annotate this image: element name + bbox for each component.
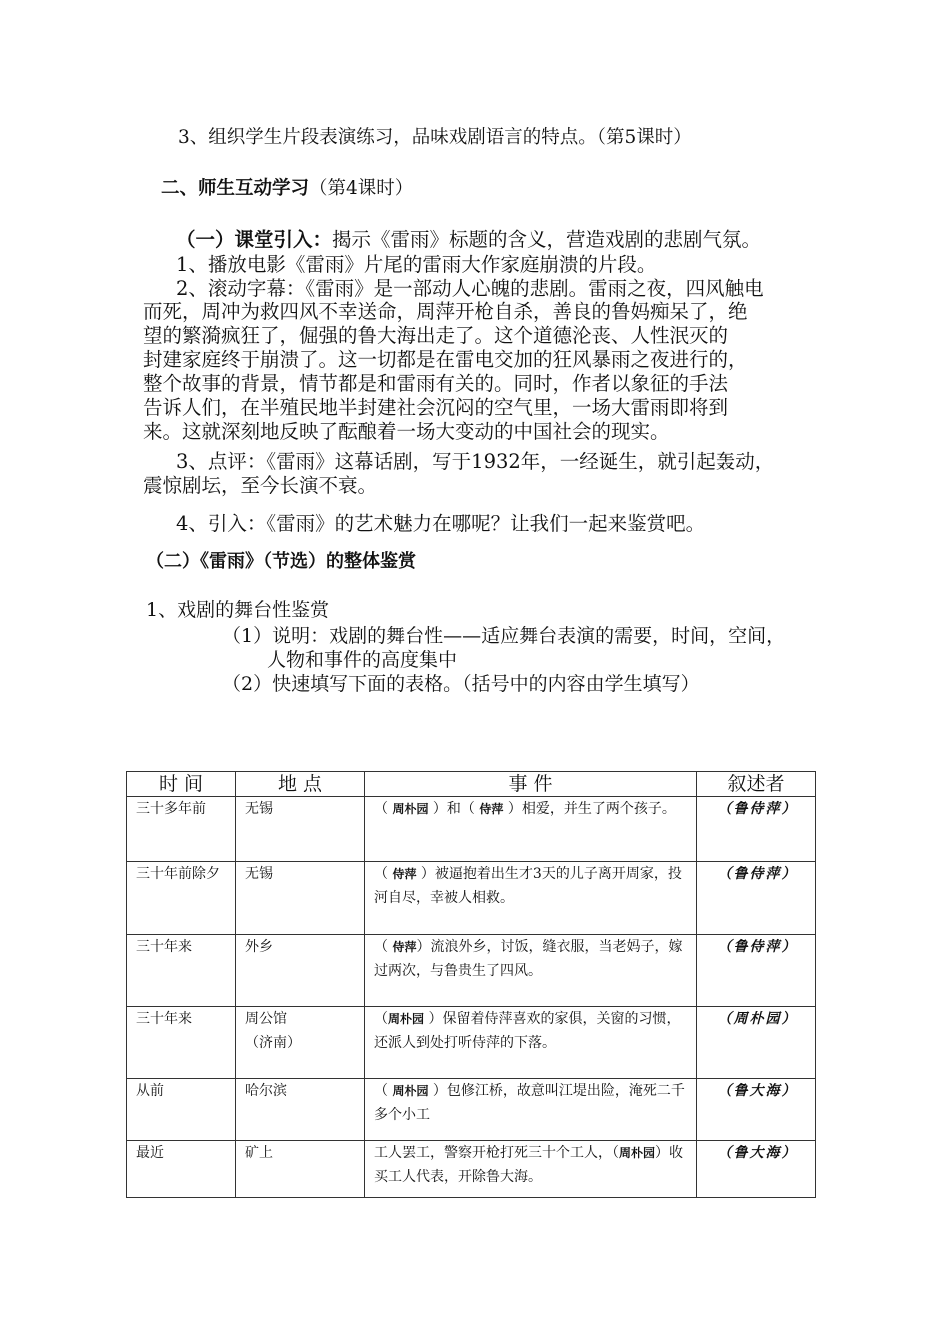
table-row [127, 1007, 816, 1079]
answer-fill: 周朴园 [388, 1012, 425, 1026]
part1-heading-rest: 揭示《雷雨》标题的含义，营造戏剧的悲剧气氛。 [332, 228, 762, 251]
cell-event [365, 797, 697, 862]
cell-place-text: 哈尔滨 [245, 1083, 287, 1099]
cell-narrator: （鲁大海） [697, 1079, 816, 1141]
answer-fill: 侍萍 [479, 802, 504, 816]
cell-event [365, 862, 697, 935]
part1-item-2-line: 整个故事的背景，情节都是和雷雨有关的。同时，作者以象征的手法 [143, 372, 729, 395]
cell-time: 三十多年前 [127, 797, 236, 862]
cell-event [365, 1141, 697, 1198]
event-text: （ [374, 1083, 393, 1099]
cell-time: 最近 [127, 1141, 236, 1198]
part1-item-1: 1、播放电影《雷雨》片尾的雷雨大作家庭崩溃的片段。 [176, 253, 657, 276]
section-heading [161, 177, 413, 201]
events-table [126, 771, 816, 1198]
cell-place [236, 935, 365, 1007]
answer-fill: 侍萍 [392, 867, 417, 881]
part2-note-2: （2）快速填写下面的表格。（括号中的内容由学生填写） [222, 673, 700, 695]
table-header-row [127, 772, 816, 797]
part1-item-2-line: 而死，周冲为救四风不幸送命，周萍开枪自杀，善良的鲁妈痴呆了，绝 [143, 300, 748, 323]
part1-item-2-line: 告诉人们，在半殖民地半封建社会沉闷的空气里，一场大雷雨即将到 [143, 396, 729, 419]
cell-time: 三十年前除夕 [127, 862, 236, 935]
section-heading-rest: （第4课时） [309, 178, 414, 199]
cell-event [365, 1007, 697, 1079]
event-text: ）收买工人代表，开除鲁大海。 [374, 1145, 684, 1185]
event-text: ）和（ [428, 801, 480, 817]
table-row [127, 862, 816, 935]
event-text: ）流浪外乡，讨饭，缝衣服，当老妈子，嫁过两次，与鲁贵生了四风。 [374, 939, 683, 979]
cell-place-text: 外乡 [245, 939, 273, 955]
part1-item-2-line: 2、滚动字幕：《雷雨》是一部动人心魄的悲剧。雷雨之夜，四风触电 [176, 277, 764, 300]
part1-item-2-line: 来。这就深刻地反映了酝酿着一场大变动的中国社会的现实。 [143, 420, 670, 443]
answer-fill: 周朴园 [619, 1146, 656, 1160]
part2-note-1: （1）说明：戏剧的舞台性——适应舞台表演的需要，时间，空间， [222, 625, 786, 647]
table-row [127, 797, 816, 862]
cell-place-text: 无锡 [245, 866, 273, 882]
cell-narrator: （鲁侍萍） [697, 862, 816, 935]
cell-narrator: （周朴园） [697, 1007, 816, 1079]
cell-time: 三十年来 [127, 1007, 236, 1079]
header-place: 地 点 [236, 772, 365, 797]
cell-narrator: （鲁侍萍） [697, 797, 816, 862]
cell-place-text: 矿上 [245, 1145, 273, 1161]
section-heading-bold: 二、师生互动学习 [161, 178, 310, 199]
answer-fill: 周朴园 [392, 1084, 429, 1098]
cell-place-text: 无锡 [245, 801, 273, 817]
part1-item-2-line: 封建家庭终于崩溃了。这一切都是在雷电交加的狂风暴雨之夜进行的， [143, 348, 748, 371]
part2-heading: （二）《雷雨》（节选）的整体鉴赏 [146, 551, 416, 572]
part1-item-3-line: 震惊剧坛，至今长演不衰。 [143, 474, 378, 497]
event-text: （ [374, 866, 393, 882]
event-text: 工人罢工，警察开枪打死三十个工人，（ [374, 1145, 619, 1161]
part1-item-4: 4、引入：《雷雨》的艺术魅力在哪呢？让我们一起来鉴赏吧。 [176, 512, 706, 535]
event-text: （ [374, 939, 393, 955]
table-row [127, 935, 816, 1007]
cell-place-note: （济南） [245, 1035, 301, 1051]
cell-place [236, 1141, 365, 1198]
cell-event [365, 1079, 697, 1141]
part2-note-1-cont: 人物和事件的高度集中 [267, 649, 458, 671]
cell-narrator: （鲁大海） [697, 1141, 816, 1198]
table-row [127, 1079, 816, 1141]
event-text: ）被逼抱着出生才3天的儿子离开周家，投河自尽，幸被人相救。 [374, 866, 682, 906]
header-time: 时 间 [127, 772, 236, 797]
cell-event [365, 935, 697, 1007]
cell-place [236, 797, 365, 862]
answer-fill: 侍萍 [392, 940, 417, 954]
cell-time: 从前 [127, 1079, 236, 1141]
part1-item-2-line: 望的繁漪疯狂了，倔强的鲁大海出走了。这个道德沦丧、人性泯灭的 [143, 324, 729, 347]
cell-place-text: 周公馆 [245, 1011, 287, 1027]
cell-place [236, 1007, 365, 1079]
part1-heading [176, 228, 761, 252]
event-text: ）包修江桥，故意叫江堤出险，淹死二千多个小工 [374, 1083, 685, 1123]
table-row [127, 1141, 816, 1198]
cell-place [236, 862, 365, 935]
header-event: 事 件 [365, 772, 697, 797]
event-text: ）相爱，并生了两个孩子。 [503, 801, 676, 817]
cell-time: 三十年来 [127, 935, 236, 1007]
part2-sub-1: 1、戏剧的舞台性鉴赏 [146, 599, 330, 621]
event-text: （ [374, 1011, 388, 1027]
event-text: （ [374, 801, 393, 817]
header-narrator: 叙述者 [697, 772, 816, 797]
cell-place [236, 1079, 365, 1141]
event-text: ）保留着侍萍喜欢的家俱，关窗的习惯，还派人到处打听侍萍的下落。 [374, 1011, 681, 1051]
cell-narrator: （鲁侍萍） [697, 935, 816, 1007]
teaching-step-3: 3、组织学生片段表演练习，品味戏剧语言的特点。（第5课时） [178, 127, 692, 148]
part1-heading-bold: （一）课堂引入： [176, 228, 333, 251]
part1-item-3-line: 3、点评：《雷雨》这幕话剧，写于1932年，一经诞生，就引起轰动， [176, 450, 775, 473]
answer-fill: 周朴园 [392, 802, 429, 816]
